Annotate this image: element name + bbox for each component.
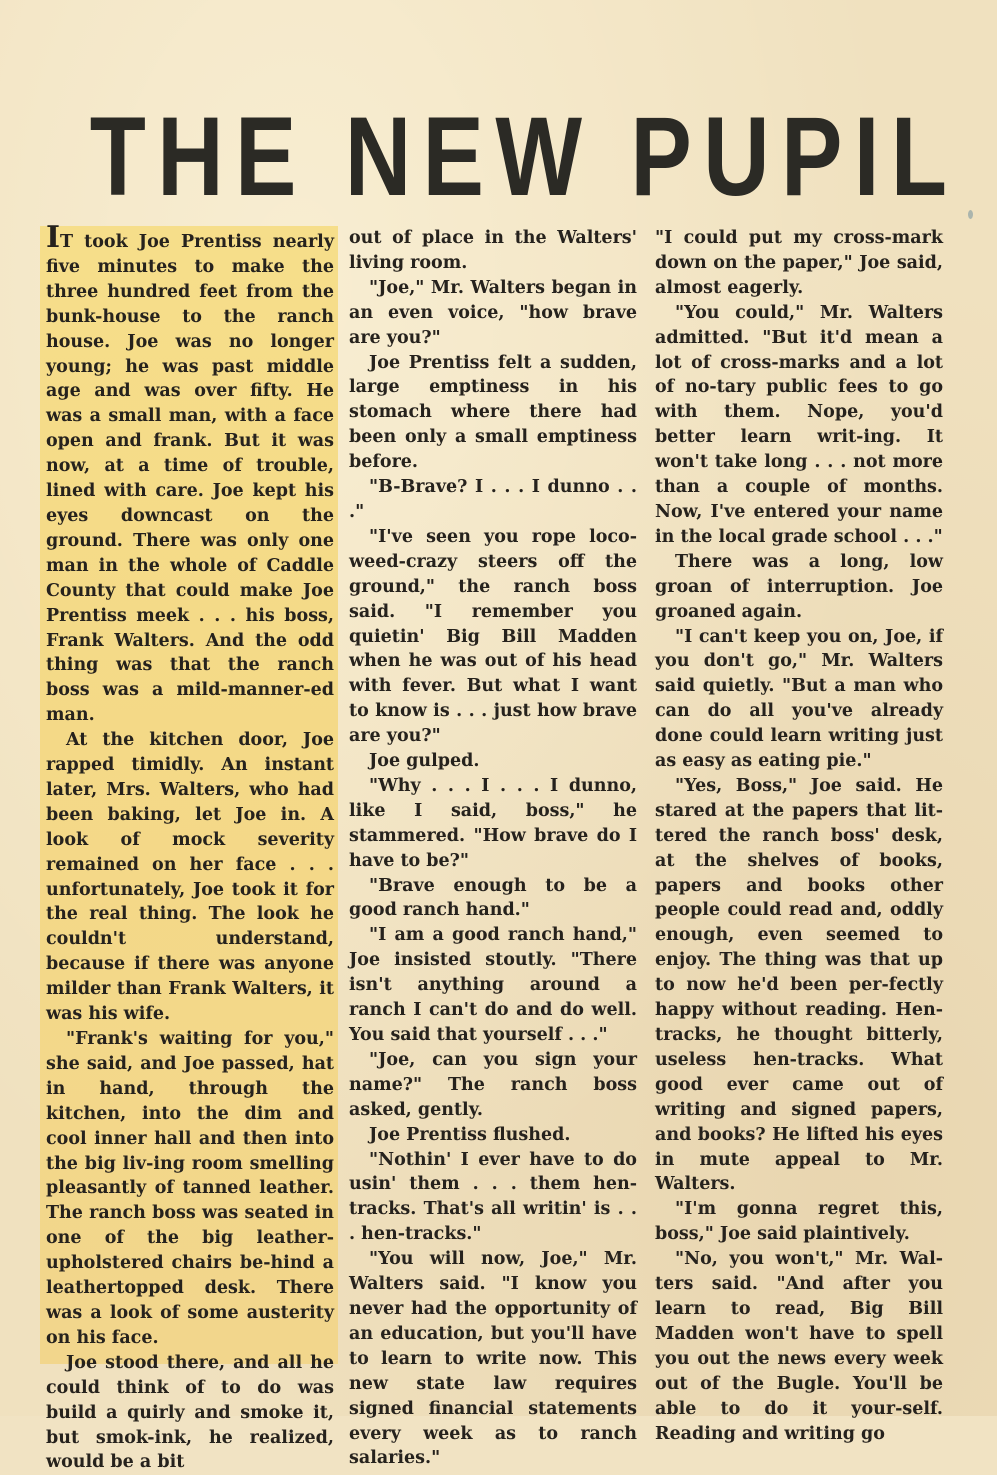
paragraph: "I am a good ranch hand," Joe insisted stoutly. "There isn't anything around a ranch I can't do and do well. You said that yourself . . ." bbox=[349, 925, 637, 1045]
text-column-1 bbox=[40, 220, 338, 1473]
paragraph: "You could," Mr. Walters admitted. "But it'd mean a lot of cross-marks and a lot of no-tary public fees to go with them. Nope, you'd better learn writ-ing. It won't take long . . . not more than a couple of months. Now, I've entered your name in the local grade school . . ." bbox=[655, 302, 943, 547]
paragraph: Joe stood there, and all he could think of to do was build a quirly and smoke it, but smok-ink, he realized, would be a bit bbox=[46, 1352, 334, 1473]
paragraph: "Why . . . I . . . I dunno, like I said, boss," he stammered. "How brave do I have to be?" bbox=[349, 775, 637, 871]
paragraph: There was a long, low groan of interruption. Joe groaned again. bbox=[655, 551, 943, 622]
paragraph: "Yes, Boss," Joe said. He stared at the papers that lit-tered the ranch boss' desk, at the shelves of books, papers and books other people could read and, oddly enough, even seemed to enjoy. The thing was that up to now he'd been per-fectly happy without reading. Hen-tracks, he thought bitterly, useless hen-tracks. What good ever came out of writing and signed papers, and books? He lifted his eyes in mute appeal to Mr. Walters. bbox=[655, 775, 943, 1195]
paragraph: "Brave enough to be a good ranch hand." bbox=[349, 875, 637, 921]
paragraph: "I've seen you rope loco-weed-crazy steers off the ground," the ranch boss said. "I remember you quietin' Big Bill Madden when he was out of his head with fever. But what I want to know is . . . just how brave are you?" bbox=[349, 526, 637, 747]
paragraph: "Frank's waiting for you," she said, and Joe passed, hat in hand, through the kitchen, into the dim and cool inner hall and then into the big liv-ing room smelling pleasantly of tanned leather. The ranch boss was seated in one of the big leather-upholstered chairs be-hind a leathertopped desk. There was a look of some austerity on his face. bbox=[46, 1029, 334, 1348]
paragraph bbox=[46, 220, 334, 728]
paragraph: Joe Prentiss flushed. bbox=[369, 1124, 571, 1145]
paragraph: "You will now, Joe," Mr. Walters said. "I know you never had the opportunity of an education, but you'll have to learn to write now. This new state law requires signed financial statements every week as to ranch salaries." bbox=[349, 1249, 637, 1469]
paragraph: "I'm gonna regret this, boss," Joe said plaintively. bbox=[655, 1199, 943, 1245]
paragraph: out of place in the Walters' living room. bbox=[349, 228, 637, 273]
paragraph: "B-Brave? I . . . I dunno . . ." bbox=[349, 477, 637, 522]
text-column-3 bbox=[655, 226, 943, 1446]
paragraph: At the kitchen door, Joe rapped timidly. An instant later, Mrs. Walters, who had been baking, let Joe in. A look of mock severity remained on her face . . . unfortunately, Joe took it for the real thing. The look he couldn't understand, because if there was anyone milder than Frank Walters, it was his wife. bbox=[46, 730, 334, 1025]
paragraph: Joe Prentiss felt a sudden, large emptiness in his stomach where there had been only a small emptiness before. bbox=[349, 352, 637, 473]
paragraph: "Joe," Mr. Walters began in an even voice, "how brave are you?" bbox=[349, 277, 637, 348]
print-speck bbox=[968, 210, 973, 219]
paragraph: "No, you won't," Mr. Wal-ters said. "And after you learn to read, Big Bill Madden won't have to spell you out the news every week out of the Bugle. You'll be able to do it your-self. Reading and writing go bbox=[655, 1249, 943, 1444]
paragraph: "I could put my cross-mark down on the paper," Joe said, almost eagerly. bbox=[655, 228, 943, 298]
paragraph-text: T took Joe Prentiss nearly five minutes to make the three hundred feet from the bunk-house to the ranch house. Joe was no longer young; he was past middle age and was over fifty. He was a small man, with a face open and frank. But it was now, at a time of trouble, lined with care. Joe kept his eyes downcast on the ground. There was only one man in the whole of Caddle County that could make Joe Prentiss meek . . . his boss, Frank Walters. And the odd thing was that the ranch boss was a mild-manner-ed man. bbox=[46, 232, 334, 726]
drop-cap: I bbox=[46, 220, 61, 255]
paragraph: "I can't keep you on, Joe, if you don't go," Mr. Walters said quietly. "But a man who can do all you've already done could learn writing just as easy as eating pie." bbox=[655, 626, 943, 772]
paragraph: "Nothin' I ever have to do usin' them . . . them hen-tracks. That's all writin' is . . . hen-tracks." bbox=[349, 1149, 637, 1245]
paragraph: "Joe, can you sign your name?" The ranch boss asked, gently. bbox=[349, 1049, 637, 1120]
story-title: THE NEW PUPIL bbox=[89, 94, 959, 219]
text-column-2 bbox=[349, 226, 637, 1471]
paragraph: Joe gulped. bbox=[369, 751, 480, 772]
